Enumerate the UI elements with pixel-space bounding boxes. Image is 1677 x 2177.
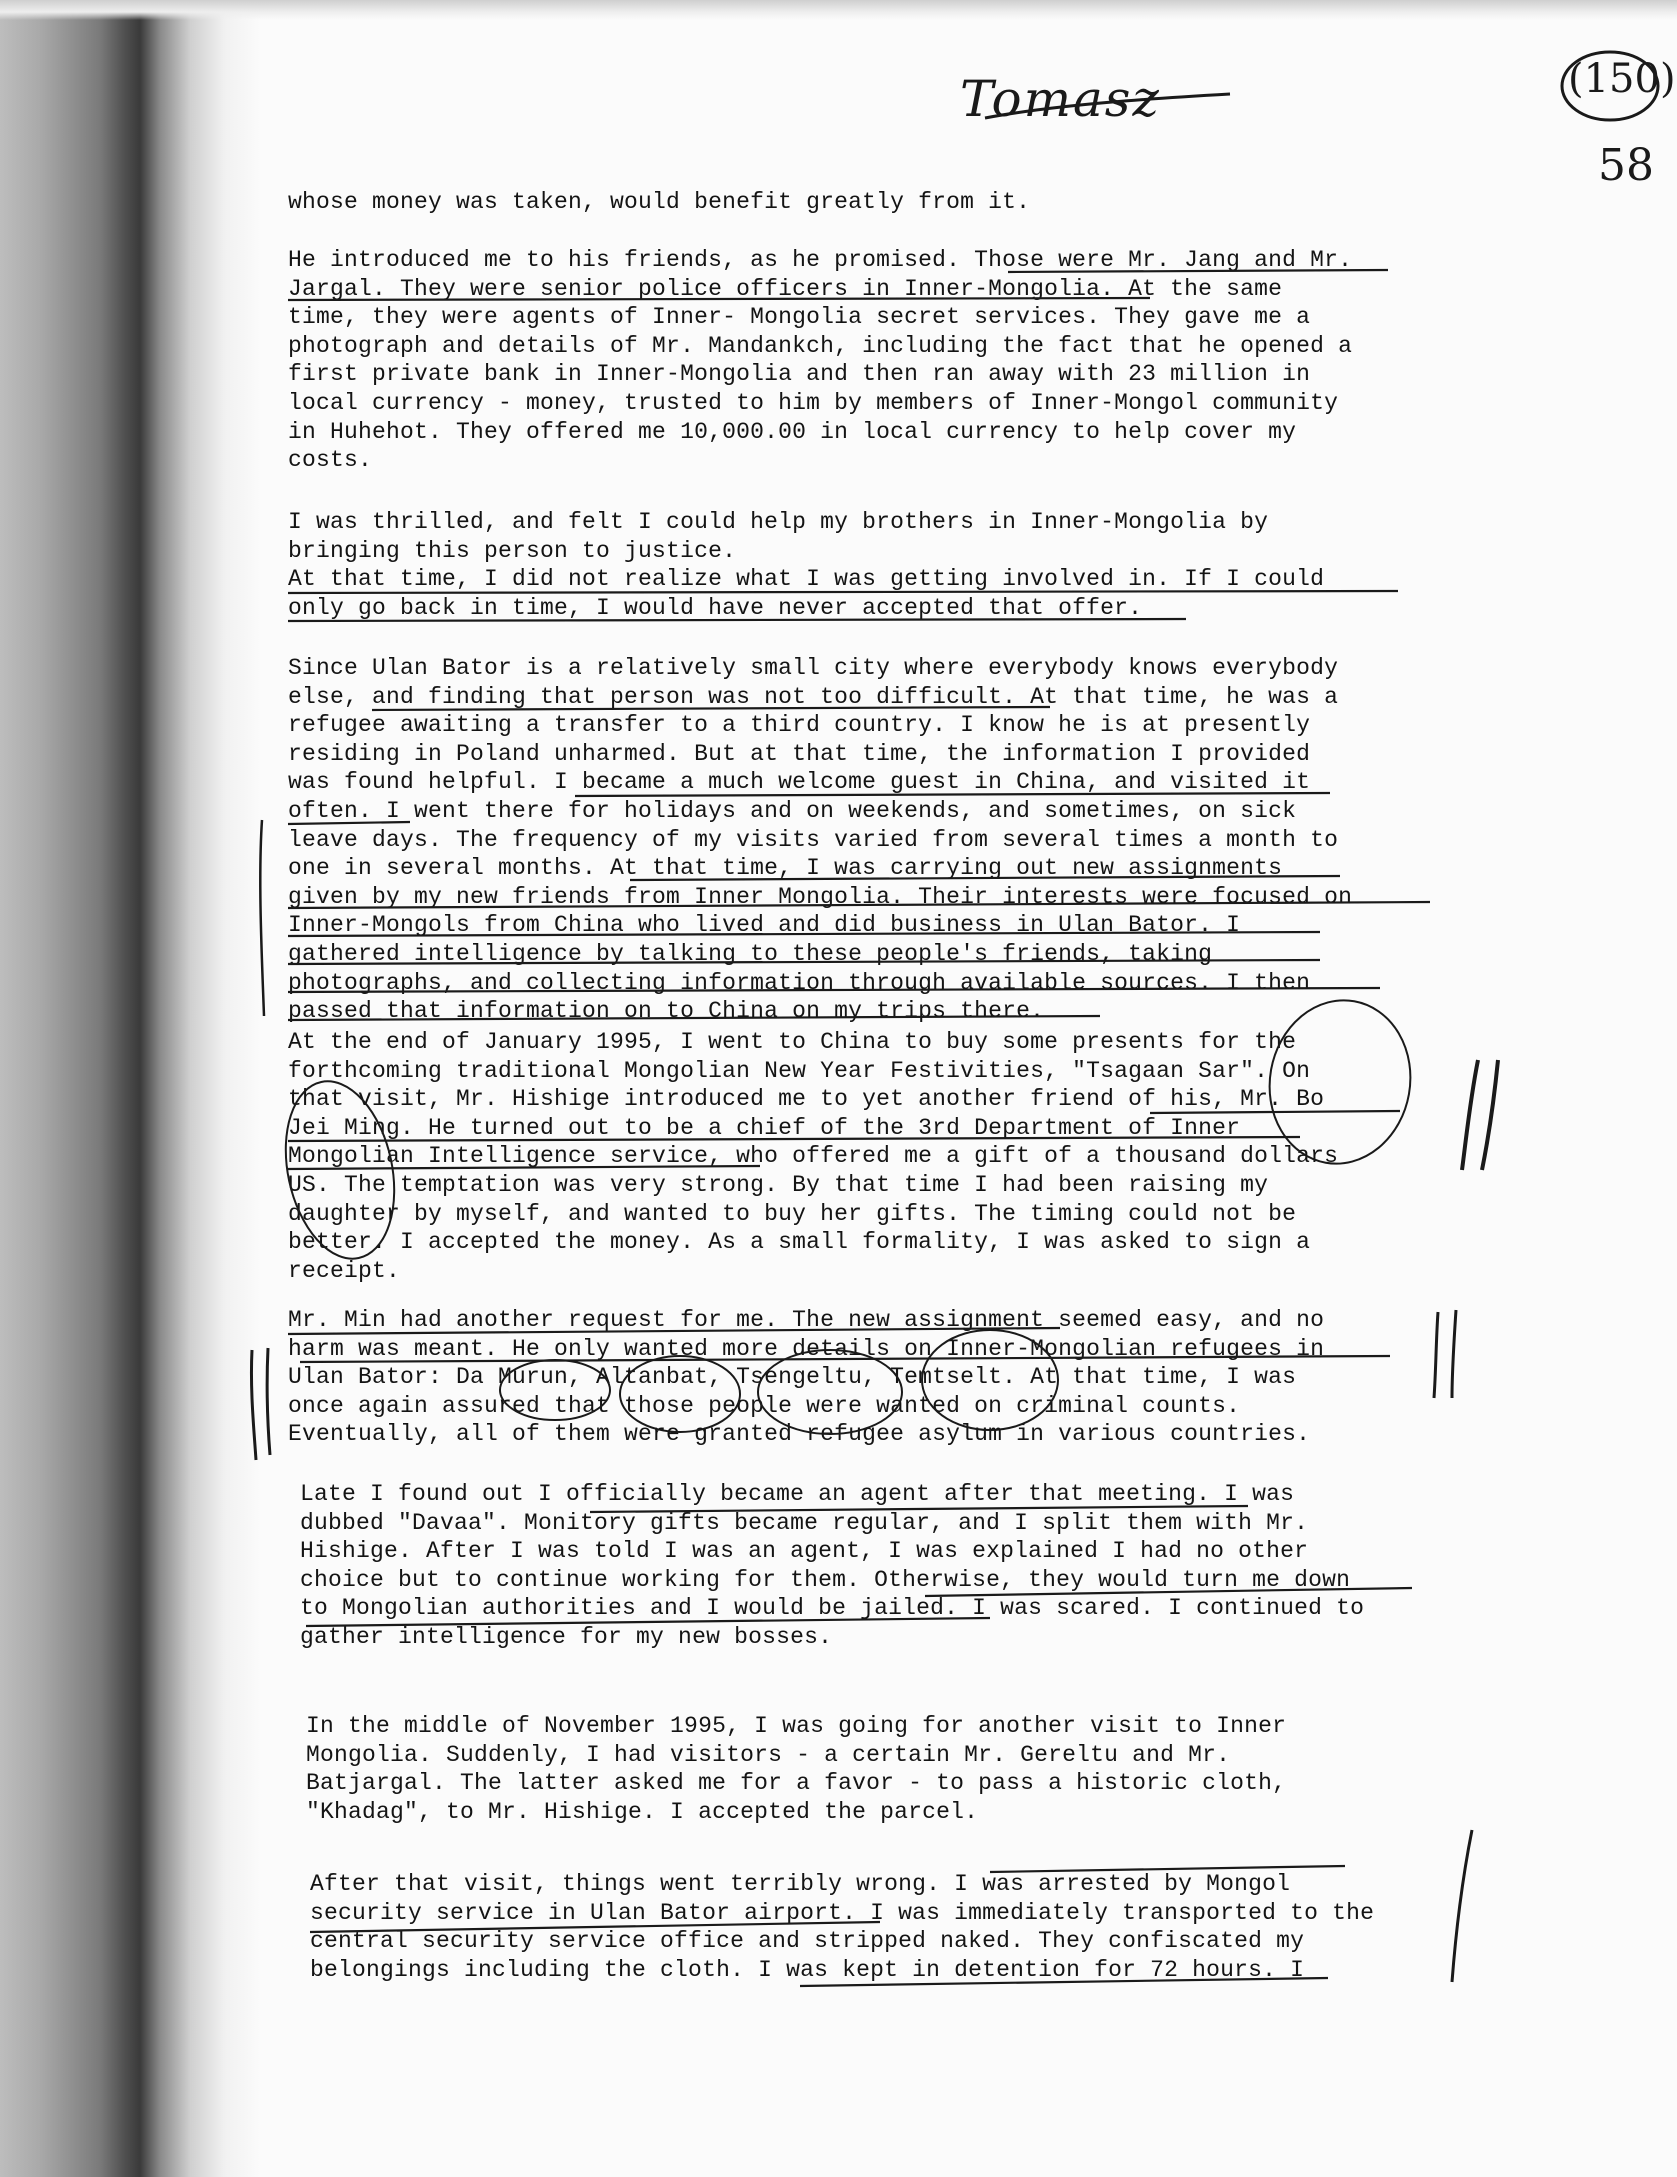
margin-bar-p6-left-b [267,1348,270,1455]
margin-bar-p6-right-b [1452,1310,1456,1398]
margin-bar-p5-b [1482,1060,1498,1170]
paragraph-8: In the middle of November 1995, I was going for another visit to Inner Mongolia. Suddenly, I had visitors - a certain Mr. Gereltu and Mr. Batjargal. The latter asked me for a favor - to pass a historic cloth, "Khadag", to Mr. Hishige. I accepted the parcel. [306,1713,1287,1825]
handwritten-bates-number: (150) [1568,56,1676,102]
margin-bar-p5-a [1462,1060,1478,1170]
paragraph-6: Mr. Min had another request for me. The new assignment seemed easy, and no harm was meant. He only wanted more details on Inner-Mongolian refugees in Ulan Bator: Da Murun, Altanbat, Tsengeltu, Temtselt. At that time, I was once again assured that those people were wanted on criminal counts. Eventually, all of them were granted refugee asylum in various countries. [288,1307,1325,1448]
margin-bar-p4 [260,820,264,1016]
paragraph-1: whose money was taken, would benefit greatly from it. [288,189,1031,215]
paragraph-4: Since Ulan Bator is a relatively small city where everybody knows everybody else, and finding that person was not too difficult. At that time, he was a refugee awaiting a transfer to a third country. I know he is at presently residing in Poland unharmed. But at that time, the information I provided was found helpful. I became a much welcome guest in China, and visited it often. I went there for holidays and on weekends, and sometimes, on sick leave days. The frequency of my visits varied from several times a month to one in several months. At that time, I was carrying out new assignments given by my new friends from Inner Mongolia. Their interests were focused on Inner-Mongols from China who lived and did business in Ulan Bator. I gathered intelligence by talking to these people's friends, taking photographs, and collecting information through available sources. I then passed that information on to China on my trips there. [288,655,1353,1025]
scanner-shadow-edge [0,0,260,2177]
scanner-top-edge [0,0,1677,20]
paragraph-7: Late I found out I officially became an agent after that meeting. I was dubbed "Davaa". Monitory gifts became regular, and I split them with Mr. Hishige. After I was told I was an agent, I was explained I had no other choice but to continue working for them. Otherwise, they would turn me down to Mongolian authorities and I would be jailed. I was scared. I continued to gather intelligence for my new bosses. [300,1481,1365,1650]
paragraph-3: I was thrilled, and felt I could help my brothers in Inner-Mongolia by bringing this person to justice. At that time, I did not realize what I was getting involved in. If I could only go back in time, I would have never accepted that offer. [288,509,1325,621]
handwritten-page-number: 58 [1598,140,1654,191]
paragraph-9: After that visit, things went terribly wrong. I was arrested by Mongol security service in Ulan Bator airport. I was immediately transported to the central security service office and stripped naked. They confiscated my belongings including the cloth. I was kept in detention for 72 hours. I [310,1871,1375,1983]
paragraph-5: At the end of January 1995, I went to China to buy some presents for the forthcoming traditional Mongolian New Year Festivities, "Tsagaan Sar". On that visit, Mr. Hishige introduced me to yet another friend of his, Mr. Bo Jei Ming. He turned out to be a chief of the 3rd Department of Inner Mongolian Intelligence service, who offered me a gift of a thousand dollars US. The temptation was very strong. By that time I had been raising my daughter by myself, and wanted to buy her gifts. The timing could not be better. I accepted the money. As a small formality, I was asked to sign a receipt. [288,1029,1339,1284]
handwritten-signature: Tomasz [960,70,1161,128]
paragraph-2: He introduced me to his friends, as he promised. Those were Mr. Jang and Mr. Jargal. They were senior police officers in Inner-Mongolia. At the same time, they were agents of Inner- Mongolia secret services. They gave me a photograph and details of Mr. Mandankch, including the fact that he opened a first private bank in Inner-Mongolia and then ran away with 23 million in local currency - money, trusted to him by members of Inner-Mongol community in Huhehot. They offered me 10,000.00 in local currency to help cover my costs. [288,247,1353,474]
